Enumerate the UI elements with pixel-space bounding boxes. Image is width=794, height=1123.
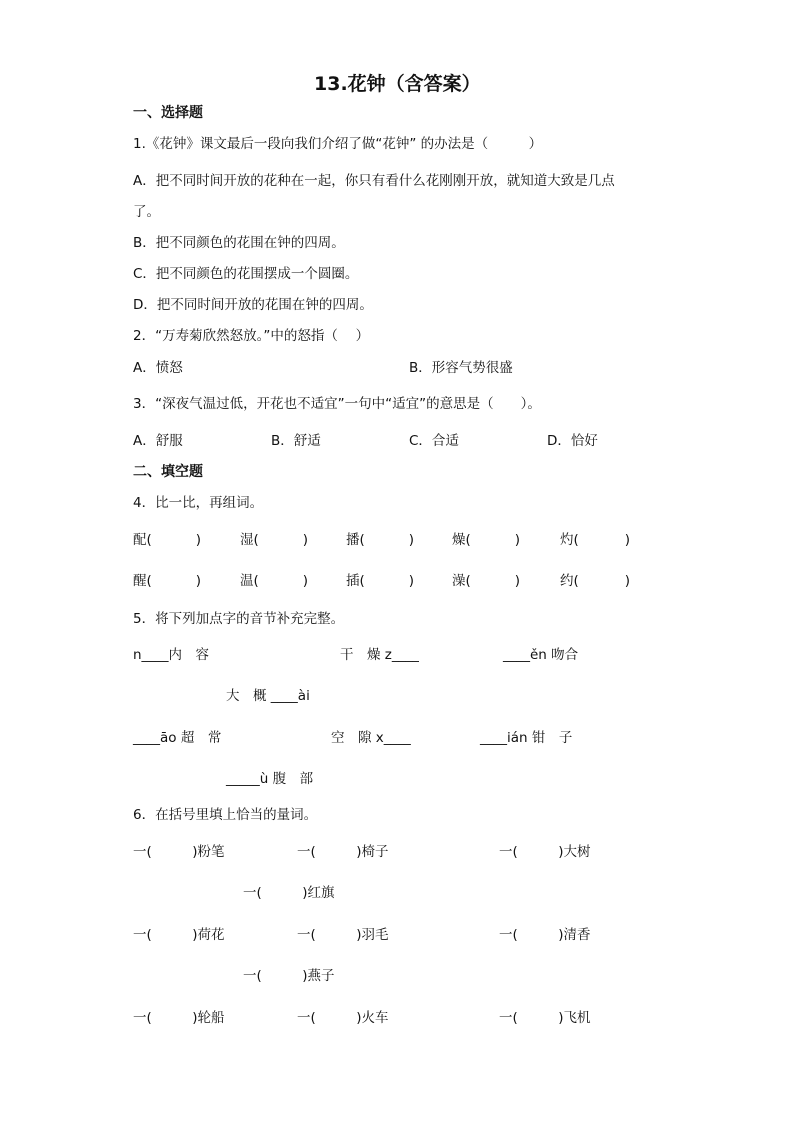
compare-char-item: 湿( ) [240, 532, 309, 548]
pinyin-item: ____ěn 吻合 [503, 647, 579, 663]
question-2-option-a: A．愤怒 [133, 360, 183, 376]
question-1-option-b: B．把不同颜色的花围在钟的四周。 [133, 235, 345, 251]
pinyin-item: 大 概 ____ài [226, 688, 310, 704]
section-heading-fill: 二、填空题 [133, 464, 203, 480]
measure-word-item: 一( )羽毛 [297, 927, 389, 943]
measure-word-item: 一( )椅子 [297, 844, 389, 860]
measure-word-item: 一( )荷花 [133, 927, 225, 943]
page-title: 13.花钟（含答案） [314, 73, 481, 95]
question-4-stem: 4．比一比，再组词。 [133, 495, 264, 511]
measure-word-item: 一( )燕子 [243, 968, 335, 984]
question-6-stem: 6．在括号里填上恰当的量词。 [133, 807, 318, 823]
compare-char-item: 澡( ) [452, 573, 521, 589]
compare-char-item: 灼( ) [560, 532, 631, 548]
compare-char-item: 插( ) [346, 573, 415, 589]
measure-word-item: 一( )飞机 [499, 1010, 591, 1026]
measure-word-item: 一( )粉笔 [133, 844, 225, 860]
compare-char-item: 燥( ) [452, 532, 521, 548]
measure-word-item: 一( )大树 [499, 844, 591, 860]
question-3-stem: 3．“深夜气温过低，开花也不适宜”一句中“适宜”的意思是（ ）。 [133, 396, 541, 412]
pinyin-item: 干 燥 z____ [340, 647, 419, 663]
pinyin-item: n____内 容 [133, 647, 210, 663]
question-1-stem: 1.《花钟》课文最后一段向我们介绍了做“花钟” 的办法是（ ） [133, 136, 543, 152]
pinyin-item: ____ián 钳 子 [480, 730, 573, 746]
compare-char-item: 配( ) [133, 532, 202, 548]
question-1-option-d: D．把不同时间开放的花围在钟的四周。 [133, 297, 373, 313]
measure-word-item: 一( )红旗 [243, 885, 335, 901]
pinyin-item: _____ù 腹 部 [226, 771, 314, 787]
pinyin-item: ____āo 超 常 [133, 730, 222, 746]
question-3-option-a: A．舒服 [133, 433, 183, 449]
question-1-option-a: A．把不同时间开放的花种在一起，你只有看什么花刚刚开放，就知道大致是几点 [133, 173, 615, 189]
question-1-option-a-cont: 了。 [133, 204, 160, 220]
measure-word-item: 一( )火车 [297, 1010, 389, 1026]
question-5-stem: 5．将下列加点字的音节补充完整。 [133, 611, 345, 627]
pinyin-item: 空 隙 x____ [331, 730, 411, 746]
question-2-option-b: B．形容气势很盛 [409, 360, 513, 376]
question-2-stem: 2．“万寿菊欣然怒放。”中的怒指（ ） [133, 328, 370, 344]
question-1-option-c: C．把不同颜色的花围摆成一个圆圈。 [133, 266, 359, 282]
question-3-option-c: C．合适 [409, 433, 459, 449]
compare-char-item: 温( ) [240, 573, 309, 589]
measure-word-item: 一( )轮船 [133, 1010, 225, 1026]
compare-char-item: 醒( ) [133, 573, 202, 589]
compare-char-item: 约( ) [560, 573, 631, 589]
question-3-option-b: B．舒适 [271, 433, 321, 449]
question-3-option-d: D．恰好 [547, 433, 598, 449]
compare-char-item: 播( ) [346, 532, 415, 548]
measure-word-item: 一( )清香 [499, 927, 591, 943]
section-heading-choice: 一、选择题 [133, 105, 203, 121]
